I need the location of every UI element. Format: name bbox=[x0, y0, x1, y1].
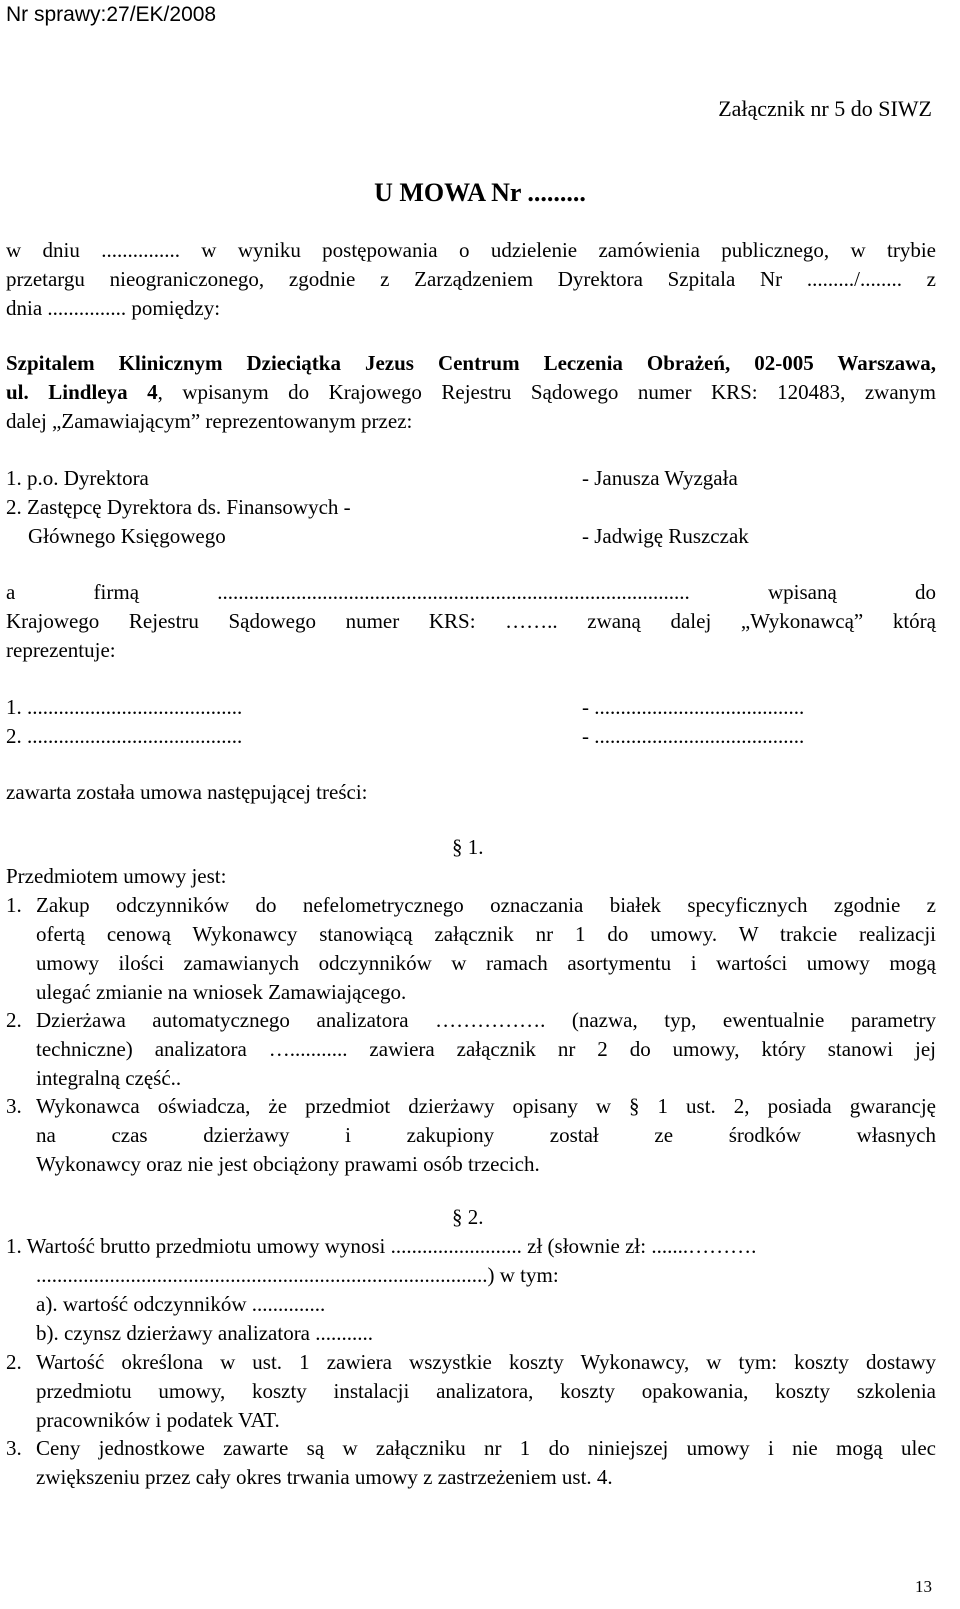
contractor-rep-right: - ........................................ bbox=[582, 724, 805, 748]
contractor-rep-row bbox=[6, 722, 936, 751]
item-number: 3. bbox=[6, 1436, 22, 1460]
party-one-name: Szpitalem Klinicznym Dzieciątka Jezus Centrum Leczenia Obrażeń, 02-005 Warszawa, bbox=[6, 351, 936, 375]
item-number: 2. bbox=[6, 1008, 22, 1032]
section-2-item-1-line-1: 1. Wartość brutto przedmiotu umowy wynosi ......................... zł (słownie zł: .......………. bbox=[6, 1234, 757, 1258]
subitem-reagents-value: a). wartość odczynników .............. bbox=[36, 1292, 326, 1316]
item-text bbox=[36, 1434, 936, 1492]
party-two-line-2: Krajowego Rejestru Sądowego numer KRS: …….. zwaną dalej „Wykonawcą” którą bbox=[6, 609, 936, 633]
item-line: zwiększeniu przez cały okres trwania umowy z zastrzeżeniem ust. 4. bbox=[36, 1465, 613, 1489]
party-two-paragraph bbox=[6, 578, 936, 665]
item-line: Ceny jednostkowe zawarte są w załączniku nr 1 do niniejszej umowy i nie mogą ulec bbox=[36, 1436, 936, 1460]
section-2-item-1-line-2: ......................................................................................) w tym: bbox=[36, 1263, 559, 1287]
item-line: Wykonawca oświadcza, że przedmiot dzierżawy opisany w § 1 ust. 2, posiada gwarancję bbox=[36, 1094, 936, 1118]
section-2-mark: § 2. bbox=[452, 1205, 484, 1229]
intro-paragraph bbox=[6, 236, 936, 323]
item-line: umowy ilości zamawianych odczynników w ramach asortymentu i wartości umowy mogą bbox=[36, 951, 936, 975]
party-one-line-2 bbox=[6, 378, 936, 407]
item-text bbox=[36, 1348, 936, 1435]
party-two-line-3: reprezentuje: bbox=[6, 638, 116, 662]
intro-line-1: w dniu ............... w wyniku postępowania o udzielenie zamówienia publicznego, w trybie bbox=[6, 238, 936, 262]
party-two-line-1: a firmą .......................................................................................... wpisaną do bbox=[6, 580, 936, 604]
representative-row bbox=[6, 522, 936, 551]
item-line: integralną część.. bbox=[36, 1066, 182, 1090]
contractor-rep-row bbox=[6, 693, 936, 722]
item-line: techniczne) analizatora …........... zawiera załącznik nr 2 do umowy, który stanowi jej bbox=[36, 1037, 936, 1061]
item-line: Wartość określona w ust. 1 zawiera wszystkie koszty Wykonawcy, w tym: koszty dostawy bbox=[36, 1350, 936, 1374]
intro-line-2: przetargu nieograniczonego, zgodnie z Zarządzeniem Dyrektora Szpitala Nr ........./........ z bbox=[6, 267, 936, 291]
representative-role: 1. p.o. Dyrektora bbox=[6, 466, 149, 490]
contractor-rep-right: - ........................................ bbox=[582, 695, 805, 719]
attachment-label: Załącznik nr 5 do SIWZ bbox=[718, 96, 932, 121]
item-line: pracowników i podatek VAT. bbox=[36, 1408, 280, 1432]
item-line: Dzierżawa automatycznego analizatora ……………. (nazwa, typ, ewentualnie parametry bbox=[36, 1008, 936, 1032]
case-number: Nr sprawy:27/EK/2008 bbox=[6, 3, 217, 26]
section-1-mark: § 1. bbox=[452, 835, 484, 859]
representative-name: - Janusza Wyzgała bbox=[582, 466, 738, 490]
contractor-rep-left: 2. ......................................... bbox=[6, 724, 243, 748]
item-number: 3. bbox=[6, 1094, 22, 1118]
representative-row bbox=[6, 464, 936, 493]
item-text bbox=[36, 1092, 936, 1179]
item-text bbox=[36, 891, 936, 1007]
item-line: przedmiotu umowy, koszty instalacji analizatora, koszty opakowania, koszty szkolenia bbox=[36, 1379, 936, 1403]
subitem-lease-rent: b). czynsz dzierżawy analizatora ........... bbox=[36, 1321, 374, 1345]
item-line: na czas dzierżawy i zakupiony został ze środków własnych bbox=[36, 1123, 936, 1147]
concluded-statement: zawarta została umowa następującej treści: bbox=[6, 780, 368, 804]
item-line: ulegać zmianie na wniosek Zamawiającego. bbox=[36, 980, 407, 1004]
representative-role: 2. Zastępcę Dyrektora ds. Finansowych - bbox=[6, 495, 351, 519]
party-one-paragraph bbox=[6, 349, 936, 436]
item-number: 2. bbox=[6, 1350, 22, 1374]
representative-role: Głównego Księgowego bbox=[28, 524, 226, 548]
party-one-line-3: dalej „Zamawiającym” reprezentowanym przez: bbox=[6, 409, 413, 433]
item-line: Zakup odczynników do nefelometrycznego oznaczania białek specyficznych zgodnie z bbox=[36, 893, 936, 917]
intro-line-3: dnia ............... pomiędzy: bbox=[6, 296, 221, 320]
item-line: Wykonawcy oraz nie jest obciążony prawami osób trzecich. bbox=[36, 1152, 540, 1176]
page-number: 13 bbox=[915, 1577, 932, 1596]
document-title: U MOWA Nr ......... bbox=[374, 178, 586, 207]
party-one-krs: , wpisanym do Krajowego Rejestru Sądowego numer KRS: 120483, zwanym bbox=[157, 380, 937, 404]
representative-row bbox=[6, 493, 936, 522]
party-one-address: ul. Lindleya 4 bbox=[6, 380, 158, 404]
item-number: 1. bbox=[6, 893, 22, 917]
item-text bbox=[36, 1006, 936, 1093]
representative-name: - Jadwigę Ruszczak bbox=[582, 524, 749, 548]
section-1-heading: Przedmiotem umowy jest: bbox=[6, 864, 227, 888]
contractor-rep-left: 1. ......................................... bbox=[6, 695, 243, 719]
item-line: ofertą cenową Wykonawcy stanowiącą załącznik nr 1 do umowy. W trakcie realizacji bbox=[36, 922, 936, 946]
